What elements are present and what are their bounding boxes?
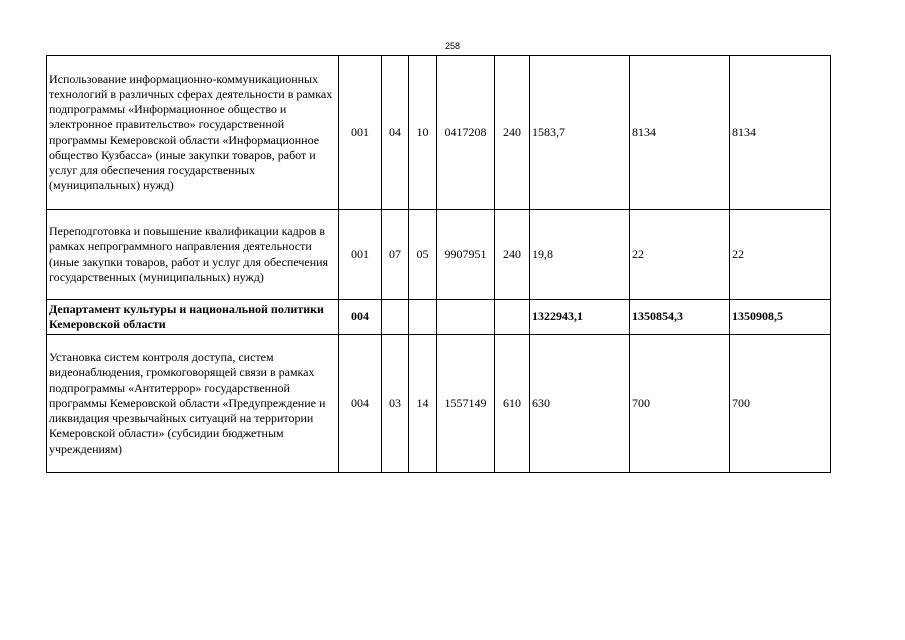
value-3: 700 (730, 335, 831, 473)
ministry-code: 001 (339, 210, 382, 300)
ministry-code: 001 (339, 56, 382, 210)
target-code: 1557149 (437, 335, 495, 473)
value-2: 22 (630, 210, 730, 300)
target-code (437, 300, 495, 335)
row-description: Установка систем контроля доступа, систем видеонаблюдения, громкоговорящей связи в рамках подпрограммы «Антитеррор» государственной программы Кемеровской области «Предупреждение и ликвидация чрезвычайных ситуаций на территории Кемеровской области» (субсидии бюджетным учреждениям) (47, 335, 339, 473)
subsection-code: 14 (409, 335, 437, 473)
value-3: 8134 (730, 56, 831, 210)
subsection-code: 10 (409, 56, 437, 210)
table-row (47, 56, 831, 210)
section-code: 07 (382, 210, 409, 300)
expense-type-code: 240 (495, 210, 530, 300)
value-2: 1350854,3 (630, 300, 730, 335)
target-code: 9907951 (437, 210, 495, 300)
value-3: 1350908,5 (730, 300, 831, 335)
target-code: 0417208 (437, 56, 495, 210)
value-2: 700 (630, 335, 730, 473)
subsection-code (409, 300, 437, 335)
table-row (47, 210, 831, 300)
value-1: 630 (530, 335, 630, 473)
value-2: 8134 (630, 56, 730, 210)
value-1: 1583,7 (530, 56, 630, 210)
table-row (47, 300, 831, 335)
section-code (382, 300, 409, 335)
value-1: 19,8 (530, 210, 630, 300)
value-1: 1322943,1 (530, 300, 630, 335)
subsection-code: 05 (409, 210, 437, 300)
section-code: 03 (382, 335, 409, 473)
row-description: Департамент культуры и национальной политики Кемеровской области (47, 300, 339, 335)
row-description: Переподготовка и повышение квалификации кадров в рамках непрограммного направления деятельности (иные закупки товаров, работ и услуг для обеспечения государственных (муниципальных) нужд) (47, 210, 339, 300)
ministry-code: 004 (339, 335, 382, 473)
row-description: Использование информационно-коммуникационных технологий в различных сферах деятельности в рамках подпрограммы «Информационное общество и электронное правительство» государственной программы Кемеровской области «Информационное общество Кузбасса» (иные закупки товаров, работ и услуг для обеспечения государственных (муниципальных) нужд) (47, 56, 339, 210)
expense-type-code: 610 (495, 335, 530, 473)
table-row (47, 335, 831, 473)
ministry-code: 004 (339, 300, 382, 335)
value-3: 22 (730, 210, 831, 300)
page-number: 258 (444, 41, 461, 51)
expense-type-code: 240 (495, 56, 530, 210)
expense-type-code (495, 300, 530, 335)
budget-table (46, 55, 831, 473)
section-code: 04 (382, 56, 409, 210)
